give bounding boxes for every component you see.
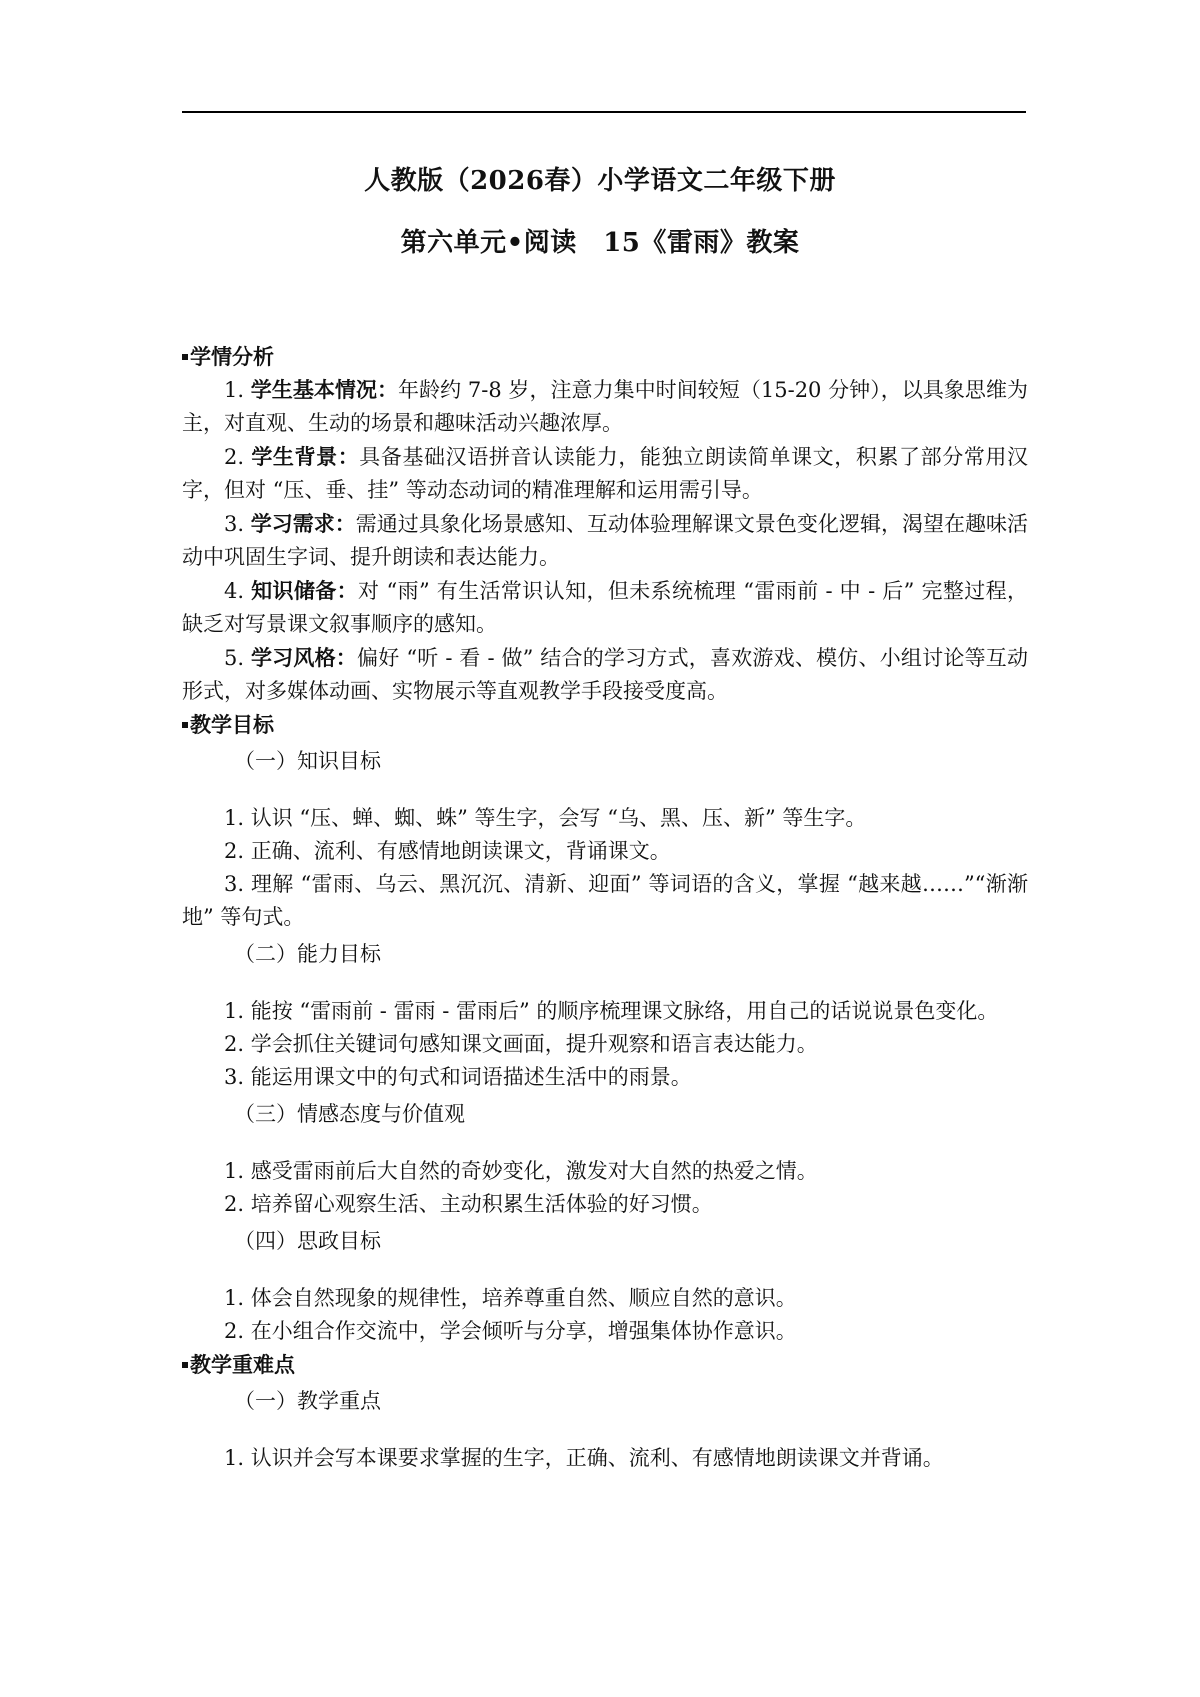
subheading-focus: （一）教学重点 xyxy=(234,1389,381,1413)
goal-item: 1. 认识 “压、蝉、蜘、蛛” 等生字，会写 “乌、黑、压、新” 等生字。 xyxy=(224,806,867,830)
goal-item: 2. 培养留心观察生活、主动积累生活体验的好习惯。 xyxy=(224,1192,713,1216)
analysis-item: 1. 学生基本情况：年龄约 7-8 岁，注意力集中时间较短（15-20 分钟），以具象思维为主，对直观、生动的场景和趣味活动兴趣浓厚。 xyxy=(182,377,1028,435)
doc-subtitle: 第六单元•阅读 15《雷雨》教案 xyxy=(400,228,800,258)
subheading-ideology: （四）思政目标 xyxy=(234,1229,381,1253)
doc-title: 人教版（2026春）小学语文二年级下册 xyxy=(364,166,836,196)
section-heading-goals: 教学目标 xyxy=(182,708,1028,741)
analysis-item: 5. 学习风格：偏好 “听 - 看 - 做” 结合的学习方式，喜欢游戏、模仿、小组讨论等互动形式，对多媒体动画、实物展示等直观教学手段接受度高。 xyxy=(182,645,1028,703)
bullet-square-icon xyxy=(182,354,188,360)
goal-item: 2. 正确、流利、有感情地朗读课文，背诵课文。 xyxy=(224,839,671,863)
subheading-ability: （二）能力目标 xyxy=(234,942,381,966)
goal-item: 1. 能按 “雷雨前 - 雷雨 - 雷雨后” 的顺序梳理课文脉络，用自己的话说说景色变化。 xyxy=(224,999,999,1023)
section-heading-analysis: 学情分析 xyxy=(182,340,1028,373)
header-rule xyxy=(182,111,1026,113)
analysis-item: 3. 学习需求：需通过具象化场景感知、互动体验理解课文景色变化逻辑，渴望在趣味活动中巩固生字词、提升朗读和表达能力。 xyxy=(182,511,1029,569)
keypoint-item: 1. 认识并会写本课要求掌握的生字，正确、流利、有感情地朗读课文并背诵。 xyxy=(224,1446,944,1470)
bullet-square-icon xyxy=(182,722,188,728)
goal-item: 1. 体会自然现象的规律性，培养尊重自然、顺应自然的意识。 xyxy=(224,1286,797,1310)
goal-item: 2. 在小组合作交流中，学会倾听与分享，增强集体协作意识。 xyxy=(224,1319,797,1343)
goal-item: 3. 能运用课文中的句式和词语描述生活中的雨景。 xyxy=(224,1065,692,1089)
section-heading-keypoints: 教学重难点 xyxy=(182,1348,1028,1381)
goal-item: 2. 学会抓住关键词句感知课文画面，提升观察和语言表达能力。 xyxy=(224,1032,818,1056)
goal-item: 3. 理解 “雷雨、乌云、黑沉沉、清新、迎面” 等词语的含义，掌握 “越来越……”“渐渐地” 等句式。 xyxy=(182,872,1028,929)
document-body xyxy=(182,340,1028,1475)
subheading-emotion: （三）情感态度与价值观 xyxy=(234,1102,465,1126)
analysis-item: 2. 学生背景：具备基础汉语拼音认读能力，能独立朗读简单课文，积累了部分常用汉字，但对 “压、垂、挂” 等动态动词的精准理解和运用需引导。 xyxy=(182,444,1028,502)
subheading-knowledge: （一）知识目标 xyxy=(234,749,381,773)
goal-item: 1. 感受雷雨前后大自然的奇妙变化，激发对大自然的热爱之情。 xyxy=(224,1159,818,1183)
analysis-item: 4. 知识储备：对 “雨” 有生活常识认知，但未系统梳理 “雷雨前 - 中 - 后” 完整过程，缺乏对写景课文叙事顺序的感知。 xyxy=(182,578,1028,636)
bullet-square-icon xyxy=(182,1362,188,1368)
